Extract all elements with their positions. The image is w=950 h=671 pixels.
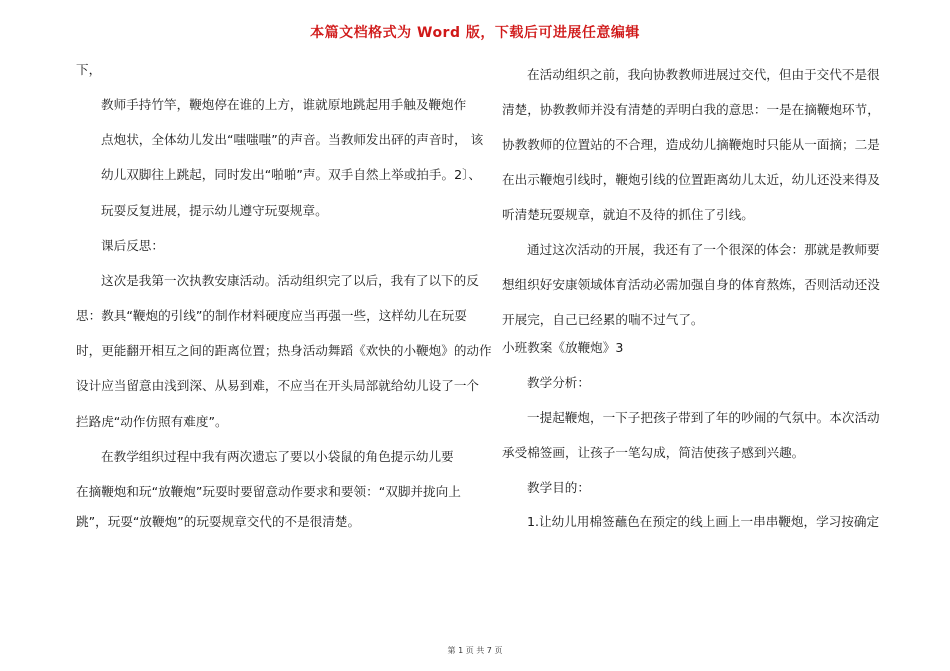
text-line: 1.让幼儿用棉签蘸色在预定的线上画上一串串鞭炮，学习按确定 bbox=[527, 514, 880, 529]
text-line: 协教教师的位置站的不合理，造成幼儿摘鞭炮时只能从一面摘；二是 bbox=[502, 137, 880, 152]
text-line: 教师手持竹竿，鞭炮停在谁的上方，谁就原地跳起用手触及鞭炮作 bbox=[101, 97, 467, 112]
text-line: 课后反思： bbox=[101, 238, 164, 253]
text-line: 教学目的： bbox=[527, 480, 590, 495]
text-line: 想组织好安康领域体育活动必需加强自身的体育熬炼，否则活动还没 bbox=[502, 277, 880, 292]
text-line: 点炮状，全体幼儿发出“嗤嗤嗤”的声音。当教师发出砰的声音时， 该 bbox=[101, 132, 484, 147]
text-line: 在活动组织之前，我向协教教师进展过交代，但由于交代不是很 bbox=[527, 67, 880, 82]
text-line: 听清楚玩耍规章，就迫不及待的抓住了引线。 bbox=[502, 207, 754, 222]
text-line: 拦路虎“动作仿照有难度”。 bbox=[76, 414, 228, 429]
text-line: 幼儿双脚往上跳起，同时发出“啪啪”声。双手自然上举或拍手。2〕、 bbox=[101, 167, 481, 182]
text-line: 下， bbox=[76, 62, 102, 77]
text-line: 清楚，协教教师并没有清楚的弄明白我的意思：一是在摘鞭炮环节， bbox=[502, 102, 880, 117]
text-line: 在出示鞭炮引线时，鞭炮引线的位置距离幼儿太近，幼儿还没来得及 bbox=[502, 172, 880, 187]
document-format-notice: 本篇文档格式为 Word 版，下载后可进展任意编辑 bbox=[310, 25, 640, 41]
text-line: 一提起鞭炮，一下子把孩子带到了年的吵闹的气氛中。本次活动 bbox=[527, 410, 880, 425]
section-heading: 小班教案《放鞭炮》3 bbox=[502, 340, 624, 355]
text-line: 这次是我第一次执教安康活动。活动组织完了以后，我有了以下的反 bbox=[101, 273, 479, 288]
text-line: 通过这次活动的开展，我还有了一个很深的体会：那就是教师要 bbox=[527, 242, 880, 257]
text-line: 开展完，自己已经累的喘不过气了。 bbox=[502, 312, 704, 327]
text-line: 玩耍反复进展，提示幼儿遵守玩耍规章。 bbox=[101, 203, 328, 218]
text-line: 在教学组织过程中我有两次遗忘了要以小袋鼠的角色提示幼儿要 bbox=[101, 449, 454, 464]
text-line: 时，更能翻开相互之间的距离位置；热身活动舞蹈《欢快的小鞭炮》的动作 bbox=[76, 343, 492, 358]
text-line: 设计应当留意由浅到深、从易到难，不应当在开头局部就给幼儿设了一个 bbox=[76, 378, 479, 393]
text-line: 跳”，玩耍“放鞭炮”的玩耍规章交代的不是很清楚。 bbox=[76, 514, 361, 529]
text-line: 教学分析： bbox=[527, 375, 590, 390]
text-line: 思：教具“鞭炮的引线”的制作材料硬度应当再强一些，这样幼儿在玩耍 bbox=[76, 308, 467, 323]
page-number: 第 1 页 共 7 页 bbox=[447, 646, 503, 655]
text-line: 承受棉签画，让孩子一笔勾成，简洁使孩子感到兴趣。 bbox=[502, 445, 805, 460]
text-line: 在摘鞭炮和玩“放鞭炮”玩耍时要留意动作要求和要领：“双脚并拢向上 bbox=[76, 484, 461, 499]
